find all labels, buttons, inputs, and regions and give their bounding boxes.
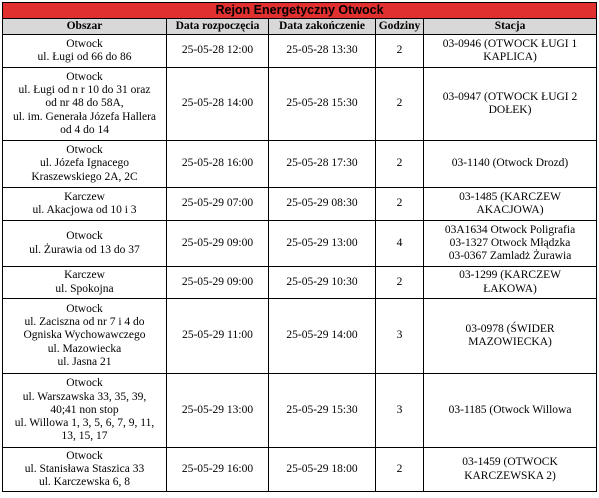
hours-cell: 2: [376, 267, 424, 299]
table-row: [3, 188, 597, 221]
end-cell: 25-05-28 17:30: [269, 141, 376, 188]
table-row: [3, 267, 597, 299]
station-cell: 03A1634 Otwock Poligrafia 03-1327 Otwock Młądzka 03-0367 Zamladż Żurawia: [424, 221, 597, 267]
hours-cell: 2: [376, 448, 424, 492]
outage-table-container: [2, 2, 597, 492]
start-cell: 25-05-28 12:00: [167, 35, 269, 68]
hours-cell: 3: [376, 299, 424, 374]
table-row: [3, 221, 597, 267]
area-cell: Otwock ul. Ługi od n r 10 do 31 oraz od nr 48 do 58A, ul. im. Generała Józefa Hallera od 4 do 14: [3, 68, 167, 141]
table-row: [3, 68, 597, 141]
hours-cell: 2: [376, 141, 424, 188]
station-cell: 03-1185 (Otwock Willowa: [424, 374, 597, 448]
station-cell: 03-0946 (OTWOCK ŁUGI 1 KAPLICA): [424, 35, 597, 68]
start-cell: 25-05-29 07:00: [167, 188, 269, 221]
hours-cell: 2: [376, 68, 424, 141]
area-cell: Otwock ul. Zaciszna od nr 7 i 4 do Ogniska Wychowawczego ul. Mazowiecka ul. Jasna 21: [3, 299, 167, 374]
title-row: [3, 3, 597, 19]
header-row: [3, 19, 597, 35]
header-station: Stacja: [424, 19, 597, 35]
end-cell: 25-05-29 18:00: [269, 448, 376, 492]
area-cell: Karczew ul. Spokojna: [3, 267, 167, 299]
start-cell: 25-05-29 09:00: [167, 267, 269, 299]
start-cell: 25-05-28 14:00: [167, 68, 269, 141]
end-cell: 25-05-29 14:00: [269, 299, 376, 374]
end-cell: 25-05-28 15:30: [269, 68, 376, 141]
header-area: Obszar: [3, 19, 167, 35]
header-end: Data zakończenie: [269, 19, 376, 35]
end-cell: 25-05-28 13:30: [269, 35, 376, 68]
table-row: [3, 374, 597, 448]
hours-cell: 3: [376, 374, 424, 448]
area-cell: Otwock ul. Ługi od 66 do 86: [3, 35, 167, 68]
station-cell: 03-0947 (OTWOCK ŁUGI 2 DOŁEK): [424, 68, 597, 141]
outage-table: [2, 2, 597, 492]
area-cell: Otwock ul. Warszawska 33, 35, 39, 40;41 non stop ul. Willowa 1, 3, 5, 6, 7, 9, 11, 13, 15, 17: [3, 374, 167, 448]
area-cell: Otwock ul. Żurawia od 13 do 37: [3, 221, 167, 267]
start-cell: 25-05-29 09:00: [167, 221, 269, 267]
table-row: [3, 448, 597, 492]
end-cell: 25-05-29 15:30: [269, 374, 376, 448]
station-cell: 03-1299 (KARCZEW ŁAKOWA): [424, 267, 597, 299]
table-row: [3, 35, 597, 68]
hours-cell: 2: [376, 188, 424, 221]
end-cell: 25-05-29 10:30: [269, 267, 376, 299]
area-cell: Otwock ul. Józefa Ignacego Kraszewskiego 2A, 2C: [3, 141, 167, 188]
header-start: Data rozpoczęcia: [167, 19, 269, 35]
hours-cell: 2: [376, 35, 424, 68]
station-cell: 03-1485 (KARCZEW AKACJOWA): [424, 188, 597, 221]
end-cell: 25-05-29 13:00: [269, 221, 376, 267]
station-cell: 03-1459 (OTWOCK KARCZEWSKA 2): [424, 448, 597, 492]
table-row: [3, 141, 597, 188]
area-cell: Karczew ul. Akacjowa od 10 i 3: [3, 188, 167, 221]
table-row: [3, 299, 597, 374]
start-cell: 25-05-29 16:00: [167, 448, 269, 492]
header-hours: Godziny: [376, 19, 424, 35]
station-cell: 03-0978 (ŚWIDER MAZOWIECKA): [424, 299, 597, 374]
hours-cell: 4: [376, 221, 424, 267]
end-cell: 25-05-29 08:30: [269, 188, 376, 221]
station-cell: 03-1140 (Otwock Drozd): [424, 141, 597, 188]
table-title: Rejon Energetyczny Otwock: [3, 3, 597, 19]
area-cell: Otwock ul. Stanisława Staszica 33 ul. Karczewska 6, 8: [3, 448, 167, 492]
start-cell: 25-05-29 13:00: [167, 374, 269, 448]
start-cell: 25-05-28 16:00: [167, 141, 269, 188]
start-cell: 25-05-29 11:00: [167, 299, 269, 374]
